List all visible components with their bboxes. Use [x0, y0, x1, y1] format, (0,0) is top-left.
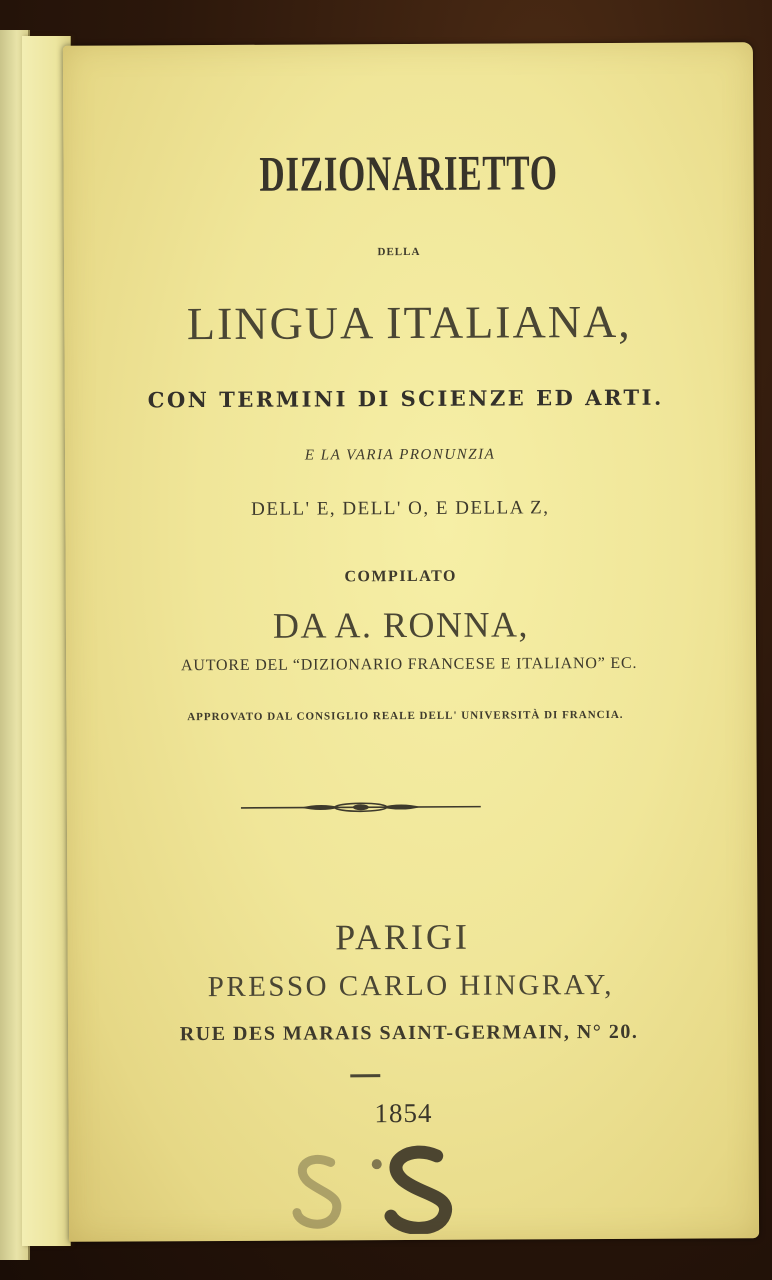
title-page [63, 42, 759, 1242]
title-connector: DELLA [377, 245, 421, 259]
book-title: DIZIONARIETTO [259, 144, 558, 202]
publisher-address: RUE DES MARAIS SAINT-GERMAIN, N° 20. [179, 1020, 639, 1046]
book-subject: LINGUA ITALIANA, [186, 295, 632, 350]
compiled-label: COMPILATO [344, 567, 457, 586]
publication-city: PARIGI [335, 916, 470, 958]
publisher-name: PRESSO CARLO HINGRAY, [207, 968, 615, 1004]
approval-note: APPROVATO DAL CONSIGLIO REALE DELL' UNIVERSITÀ DI FRANCIA. [187, 708, 624, 724]
library-stamp [279, 1134, 480, 1235]
author-credit: AUTORE DEL “DIZIONARIO FRANCESE E ITALIANO” EC. [180, 654, 638, 675]
pronunciation-intro: E LA VARIA PRONUNZIA [304, 446, 496, 464]
ornament-divider [241, 800, 481, 815]
short-rule [350, 1074, 380, 1077]
publication-year: 1854 [374, 1097, 433, 1129]
author-name: DA A. RONNA, [272, 604, 530, 646]
book-subtitle: CON TERMINI DI SCIENZE ED ARTI. [147, 384, 664, 413]
pronunciation-letters: DELL' E, DELL' O, E DELLA Z, [251, 497, 550, 520]
